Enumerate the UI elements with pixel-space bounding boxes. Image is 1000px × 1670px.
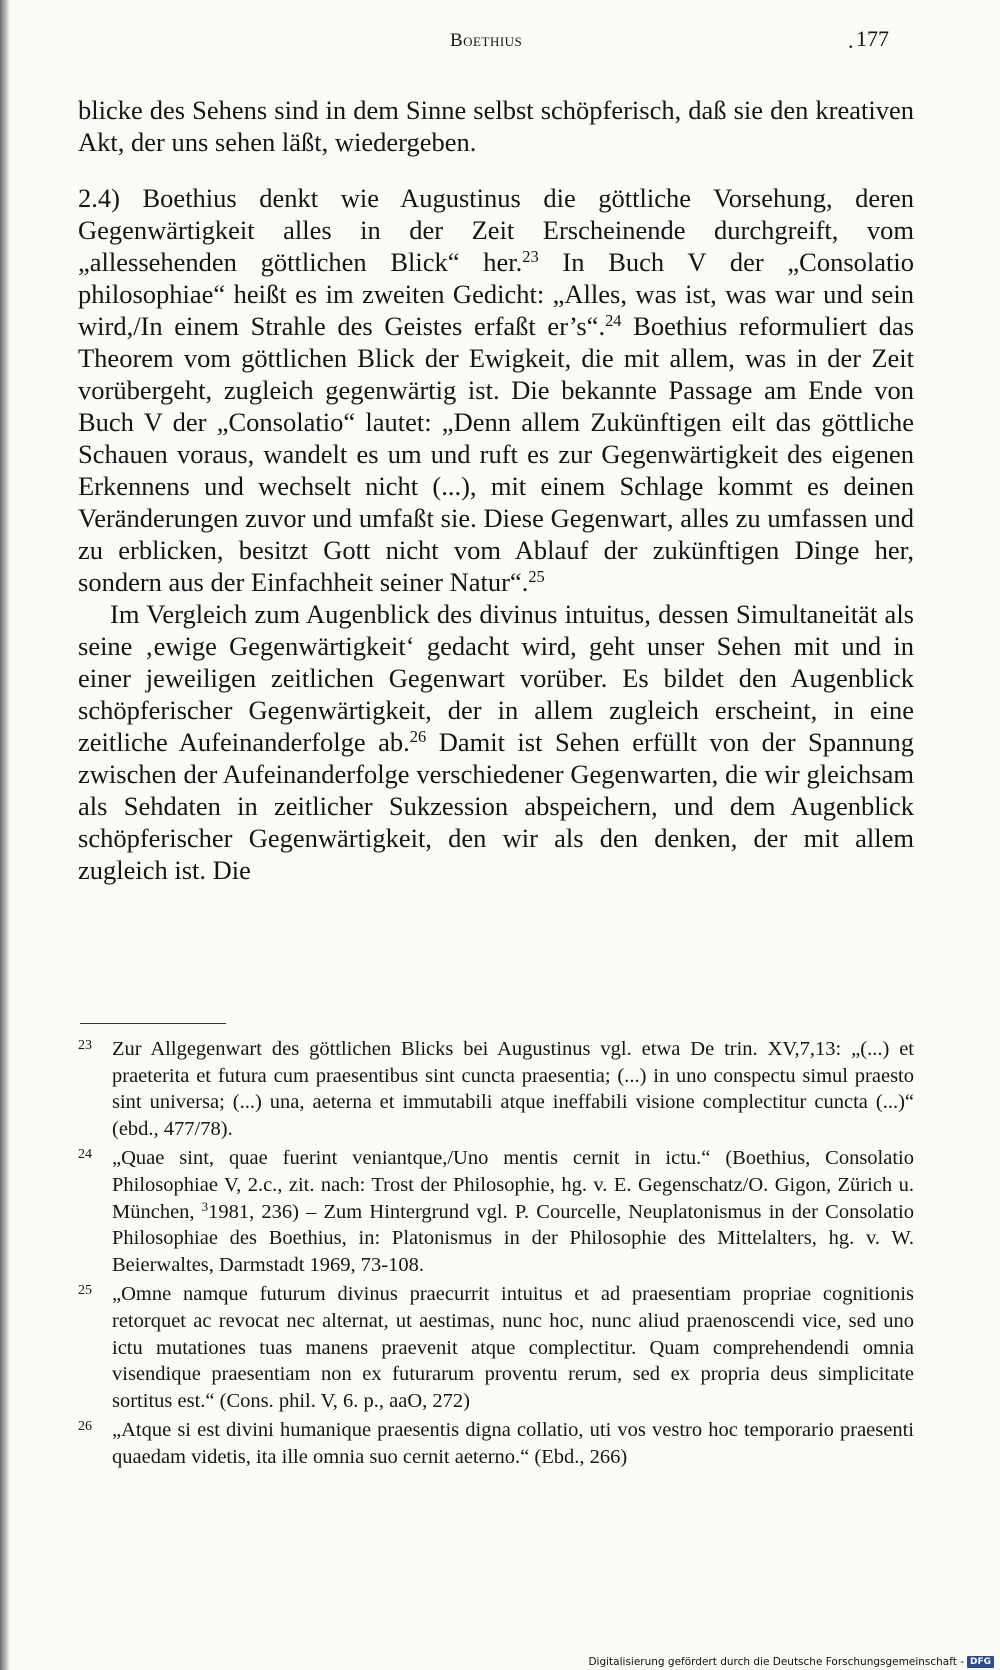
footnote-26 (78, 1417, 914, 1470)
running-header-title: Boethius (450, 30, 523, 51)
footnote-text: „Omne namque futurum divinus praecurrit intuitus et ad praesentiam propriae cognitionis retorquet ac revocat nec alternat, ut aestimas, nunc hoc, nunc aliud praenoscendi vice, sed uno ictu mutationes tuas manens praevenit atque complectitur. Quam comprehendendi omnia visendique praesentiam non ex futurarum proventu rerum, sed ex propria deus simplicitate sortitus est.“ (Cons. phil. V, 6. p., aaO, 272) (112, 1283, 914, 1412)
running-header (0, 26, 1000, 56)
page-spine-shadow (0, 0, 10, 1670)
footnote-separator (80, 1023, 226, 1024)
digitization-credit (588, 1656, 994, 1668)
footnote-24 (78, 1145, 914, 1278)
paragraph-section-2-4: 2.4) Boethius denkt wie Augustinus die göttliche Vorsehung, deren Gegenwärtigkeit alles in der Zeit Erscheinende durchgreift, vom „allessehenden göttlichen Blick“ her.$^{23}$ In Buch V der „Consolatio philosophiae“ heißt es im zweiten Gedicht: „Alles, was ist, was war und sein wird,/In einem Strahle des Geistes erfaßt er’s“.$^{24}$ Boethius reformuliert das Theorem vom göttlichen Blick der Ewigkeit, die mit allem, was in der Zeit vorübergeht, zugleich gegenwärtig ist. Die bekannte Passage am Ende von Buch V der „Consolatio“ lautet: „Denn allem Zukünftigen eilt das göttliche Schauen voraus, wandelt es um und ruft es zur Gegenwärtigkeit des eigenen Erkennens und wechselt nicht (...), mit einem Schlage kommt es deinen Veränderungen zuvor und umfaßt sie. Diese Gegenwart, alles zu umfassen und zu erblicken, besitzt Gott nicht vom Ablauf der zukünftigen Dinge her, sondern aus der Einfachheit seiner Natur“.$^{25}$ (78, 183, 915, 597)
page-number: 177 (856, 26, 889, 51)
footnote-number: 26 (78, 1419, 92, 1435)
footnote-number: 25 (78, 1283, 92, 1299)
footnote-text: Zur Allgegenwart des göttlichen Blicks bei Augustinus vgl. etwa De trin. XV,7,13: „(...) et praeterita et futura cum praesentibus sint cuncta praesentia; (...) in uno conspectu simul praesto sint universa; (...) una, aeterna et immutabili atque ineffabili visione complectitur cuncta (...)“ (ebd., 477/78). (112, 1038, 914, 1140)
body-text (78, 94, 914, 886)
footnotes (78, 1036, 914, 1474)
footnote-text: „Quae sint, quae fuerint veniantque,/Uno mentis cernit in ictu.“ (Boethius, Consolatio Philosophiae V, 2.c., zit. nach: Trost der Philosophie, hg. v. E. Gegenschatz/O. Gigon, Zürich u. München, $^3$1981, 236) – Zum Hintergrund vgl. P. Courcelle, Neuplatonismus in der Consolatio Philosophiae des Boethius, in: Platonismus in der Philosophie des Mittelalters, hg. v. W. Beierwaltes, Darmstadt 1969, 73-108. (112, 1147, 914, 1276)
footnote-23 (78, 1036, 914, 1142)
paragraph-comparison: Im Vergleich zum Augenblick des divinus intuitus, dessen Simultaneität als seine ‚ewige Gegenwärtigkeit‘ gedacht wird, geht unser Sehen mit und in einer jeweiligen zeitlichen Gegenwart vorüber. Es bildet den Augenblick schöpferischer Gegenwärtigkeit, der in allem zugleich erscheint, in eine zeitliche Aufeinanderfolge ab.$^{26}$ Damit ist Sehen erfüllt von der Spannung zwischen der Aufeinanderfolge verschiedener Gegenwarten, die wir gleichsam als Sehdaten in zeitlicher Sukzession abspeichern, und dem Augenblick schöpferischer Gegenwärtigkeit, den wir als den denken, der mit allem zugleich ist. Die (78, 599, 915, 885)
footnote-number: 23 (78, 1038, 92, 1053)
dfg-logo: DFG (967, 1656, 994, 1668)
footnote-number: 24 (78, 1147, 92, 1163)
credit-text: Digitalisierung gefördert durch die Deutsche Forschungsgemeinschaft - (588, 1656, 964, 1668)
paragraph-continuation: blicke des Sehens sind in dem Sinne selbst schöpferisch, daß sie den kreativen Akt, der uns sehen läßt, wiedergeben. (78, 95, 914, 157)
page-number-mark: . (848, 28, 854, 53)
footnote-text: „Atque si est divini humanique praesentis digna collatio, uti vos vestro hoc temporario praesenti quaedam videtis, ita ille omnia suo cernit aeterno.“ (Ebd., 266) (112, 1419, 914, 1468)
footnote-25 (78, 1281, 914, 1414)
